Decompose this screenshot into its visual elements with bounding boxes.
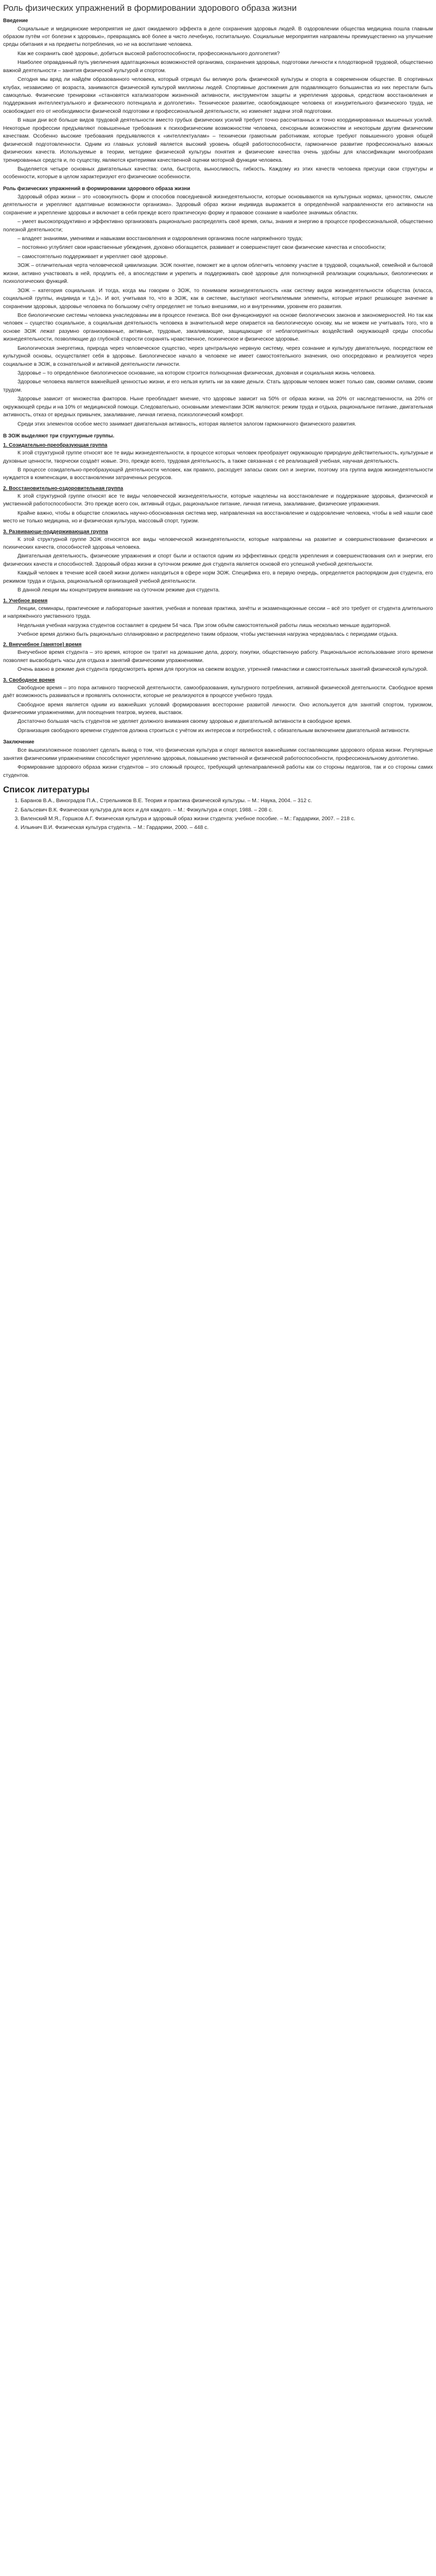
- paragraph: – постоянно углубляет свои нравственные убеждения, духовно обогащается, развивает и совершенствует свои физические качества и способности;: [18, 245, 386, 251]
- paragraph: Биологическая энергетика, природа через человеческое существо, через центральную нервную систему, через сознание и культуру двигательную, посредством её культурной основы, осуществляет себя в здоровье. Биологическое начало в человеке не имеет самостоятельного значения, оно опосредовано и реализуется через социальное в ЗОЖ, в сознательной и активной деятельности личности.: [3, 345, 433, 367]
- paragraph: – владеет знаниями, умениями и навыками восстановления и оздоровления организма после напряжённого труда;: [18, 236, 303, 242]
- reference-item: 4. Ильинич В.И. Физическая культура студента. – М.: Гардарики, 2000. – 448 с.: [21, 824, 433, 832]
- paragraph: Свободное время – это пора активного творческой деятельности, самообразования, культурного потребления, активной физической деятельности. Свободное время даёт возможность развиваться и проявлять склонности, которые не реализуются в процессе учебного труда.: [3, 685, 433, 699]
- main-heading: Роль физических упражнений в формировании здорового образа жизни: [3, 185, 190, 192]
- intro-heading: Введение: [3, 18, 28, 24]
- paragraph: Свободное время является одним из важнейших условий формирования всесторонне развитой личности. Оно используется для занятий спортом, туризмом, физическими упражнениями, для посещения театров, музеев, выставок.: [3, 702, 433, 716]
- reference-item: 1. Баранов В.А., Виноградов П.А., Стрельников В.Е. Теория и практика физической культуры. – М.: Наука, 2004. – 312 с.: [21, 797, 433, 805]
- paragraph: Все вышеизложенное позволяет сделать вывод о том, что физическая культура и спорт являются важнейшими составляющими здорового образа жизни. Регулярные занятия физическими упражнениями способствуют укреплению здоровья, повышению умственной и физической работоспособности, профессиональному долголетию.: [3, 748, 433, 761]
- paragraph: К этой структурной группе ЗОЖ относятся все виды человеческой жизнедеятельности, которые направлены на развитие и совершенствование физических и психических качеств, способностей здоровья человека.: [3, 536, 433, 551]
- paragraph: Внеучебное время студента – это время, которое он тратит на домашние дела, дорогу, покупки, общественную работу. Рациональное использование этого времени позволяет высвободить часы для отдыха и занятий физическими упражнениями.: [3, 650, 433, 664]
- leisure-heading: 3. Свободное время: [3, 677, 55, 683]
- paragraph: Крайне важно, чтобы в обществе сложилась научно-обоснованная система мер, направленная на восстановление и оздоровление человека, чтобы в ней нашли своё место не только медицина, но и физическая культура, массовый спорт, туризм.: [3, 510, 433, 524]
- paragraph: Недельная учебная нагрузка студентов составляет в среднем 54 часа. При этом объём самостоятельной работы лишь несколько меньше аудиторной.: [18, 622, 391, 629]
- paragraph: Здоровый образ жизни – это «совокупность форм и способов повседневной жизнедеятельности, которые основываются на культурных нормах, ценностях, смысле деятельности и укрепляют адаптивные возможности организма». Здоровый образ жизни индивида выражается в определённой направленности его активности на сохранение и укрепление здоровья и включает в себя прежде всего практическую форму и правовое сознание в наиболее значимых областях.: [3, 194, 433, 216]
- paragraph: Достаточно большая часть студентов не уделяет должного внимания своему здоровью и двигательной активности в свободное время.: [18, 719, 352, 725]
- paragraph: Каждый человек в течение всей своей жизни должен находиться в сфере норм ЗОЖ. Специфика его, в первую очередь, определяется распорядком дня студента, его режимом труда и отдыха, рациональной организацией учебной деятельности.: [3, 570, 433, 584]
- paragraph: Учебное время должно быть рационально спланировано и распределено таким образом, чтобы умственная нагрузка чередовалась с периодами отдыха.: [18, 631, 398, 637]
- paragraph: В наши дни всё больше видов трудовой деятельности вместо грубых физических усилий требует точно рассчитанных и точно координированных мышечных усилий. Некоторые профессии предъявляют повышенные требования к психофизическим возможностям человека, сенсорным возможностям и некоторым другим физическим качествам. Особенно высокие требования предъявляются к «интеллектуалам» – технически грамотным работникам, которые требуют повышенного уровня общей физической подготовленности. Одним из главных условий является высокий уровень общей работоспособности, гармоничное развитие профессионально важных физических качеств. Используемые в теории, методике физической культуры понятия и физические качества очень удобны для классификации многообразия тренированных средств и, по существу, являются критериями качественной оценки моторной функции человека.: [3, 117, 433, 163]
- paragraph: – самостоятельно поддерживает и укрепляет своё здоровье.: [18, 253, 168, 260]
- paragraph: Здоровье – то определённое биологическое основание, на котором строится полноценная физическая, духовная и социальная жизнь человека.: [18, 370, 376, 377]
- paragraph: В данной лекции мы концентрируем внимание на суточном режиме дня студента.: [18, 587, 220, 594]
- references-heading: Список литературы: [3, 785, 90, 795]
- conclusion-heading: Заключение: [3, 739, 34, 745]
- paragraph: Двигательная деятельность, физические упражнения и спорт были и остаются одним из эффективных средств укрепления и совершенствования сил и энергии, его физических качеств и способностей. Здоровый образ жизни в суточном режиме дня студента является основой его успешной учебной деятельности.: [3, 553, 433, 567]
- references-list: [3, 797, 433, 832]
- paragraph: Как же сохранить своё здоровье, добиться высокой работоспособности, профессионального долголетия?: [18, 50, 280, 57]
- reference-item: 2. Бальсевич В.К. Физическая культура для всех и для каждого. – М.: Физкультура и спорт, 1988. – 208 с.: [21, 806, 433, 814]
- intro-section: [3, 25, 433, 181]
- study-heading: 1. Учебное время: [3, 598, 48, 604]
- group1-heading: 1. Созидательно-преобразующая группа: [3, 443, 108, 449]
- main-section: [3, 193, 433, 428]
- reference-item: 3. Виленский М.Я., Горшков А.Г. Физическая культура и здоровый образ жизни студента: учебное пособие. – М.: Гардарики, 2007. – 218 с.: [21, 815, 433, 823]
- page-title: Роль физических упражнений в формировании здорового образа жизни: [3, 3, 297, 13]
- paragraph: Все биологические системы человека унаследованы им в процессе генезиса. Всё они функционируют на основе биологических законов и закономерностей. Но так как человек – существо социальное, а социальная деятельность человека в значительной мере опирается на биологическую основу, мы не можем не учитывать того, что в основе ЗОЖ лежат разумно организованные, активные, трудовые, закаливающие, защищающие от неблагоприятных воздействий окружающей среды способы жизнедеятельности, позволяющие до глубокой старости сохранять нравственное, психическое и физическое здоровье.: [3, 312, 433, 343]
- free-time-heading: 2. Внеучебное (занятое) время: [3, 642, 82, 648]
- paragraph: Выделяется четыре основных двигательных качества: сила, быстрота, выносливость, гибкость. Каждому из этих качеств человека присущи свои структуры и особенности, которые в целом характеризуют его физические особенности.: [3, 166, 433, 180]
- paragraph: К этой структурной группе относят все те виды человеческой жизнедеятельности, которые нацелены на восстановление и поддержание здоровья, физической и умственной работоспособности. Это прежде всего сон, активный отдых, рациональное питание, личная гигиена, закаливание, физические упражнения.: [3, 493, 433, 507]
- group2-heading: 2. Восстановительно-оздоровительная группа: [3, 485, 124, 492]
- paragraph: К этой структурной группе относят все те виды жизнедеятельности, в процессе которых человек преобразует окружающую природную действительность, культурные и духовные ценности, творчески создаёт новые. Это, прежде всего, трудовая деятельность, а также связанная с её реализацией учебная, научная деятельность.: [3, 450, 433, 464]
- paragraph: В процессе созидательно-преобразующей деятельности человек, как правило, расходует запасы своих сил и энергии, поэтому эта группа видов жизнедеятельности нуждается в компенсации, в восстановлении затраченных ресурсов.: [3, 467, 433, 481]
- paragraph: Здоровье зависит от множества факторов. Ныне преобладает мнение, что здоровье зависит на 50% от образа жизни, на 20% от наследственности, на 20% от окружающей среды и на 10% от медицинской помощи. Следовательно, основными элементами ЗОЖ являются: режим труда и отдыха, рациональное питание, двигательная активность, отказ от вредных привычек, закаливание, личная гигиена, психологический комфорт.: [3, 396, 433, 418]
- paragraph: Сегодня мы вряд ли найдём образованного человека, который отрицал бы великую роль физической культуры и спорта в современном обществе. В спортивных клубах, независимо от возраста, занимаются физической культурой миллионы людей. Спортивные достижения для подавляющего большинства из них перестали быть самоцелью. Физические тренировки «становятся катализатором жизненной активности, инструментом защиты и укрепления здоровья, средством восстановления и поддержания интеллектуального и физического потенциала и долголетия». Техническое развитие, освобождающее человека от изнурительного физического труда, не освобождает его от необходимости физической подготовки и профессиональной деятельности, но изменяет задачи этой подготовки.: [3, 77, 433, 114]
- paragraph: Среди этих элементов особое место занимает двигательная активность, которая является залогом гармоничного физического развития.: [18, 421, 357, 427]
- paragraph: Социальные и медицинские мероприятия не дают ожидаемого эффекта в деле сохранения здоровья людей. В оздоровлении общества медицина пошла главным образом путём «от болезни к здоровью», превращаясь всё более в чисто лечебную, госпитальную. Социальные мероприятия направлены преимущественно на улучшение среды обитания и на предметы потребления, но не на воспитание человека.: [3, 26, 433, 48]
- paragraph: – умеет высокопродуктивно и эффективно организовать рационально распределять своё время, силы, знания и энергию в процессе профессиональной, общественно полезной деятельности;: [3, 219, 433, 233]
- paragraph: Очень важно в режиме дня студента предусмотреть время для прогулок на свежем воздухе, утренней гимнастики и самостоятельных занятий физической культурой.: [18, 667, 428, 673]
- groups-heading: В ЗОЖ выделяют три структурные группы.: [3, 433, 114, 439]
- document: [0, 0, 436, 843]
- paragraph: Здоровье человека является важнейшей ценностью жизни, и его нельзя купить ни за какие деньги. Стать здоровым человек может только сам, своими силами, своим трудом.: [3, 379, 433, 393]
- group3-heading: 3. Развивающе-поддерживающая группа: [3, 529, 108, 535]
- paragraph: ЗОЖ – отличительная черта человеческой цивилизации. ЗОЖ понятие, поможет же в целом облегчить человеку участие в трудовой, социальной, семейной и бытовой жизни, активно участвовать в ней, продлить её, а впоследствии и укрепить и поддерживать своё здоровье для полноценной реализации социальных, биологических и психологических функций.: [3, 263, 433, 285]
- paragraph: Организация свободного времени студентов должна строиться с учётом их интересов и потребностей, с обязательным включением двигательной активности.: [18, 727, 410, 734]
- paragraph: Наиболее оправданный путь увеличения адаптационных возможностей организма, сохранения здоровья, подготовки личности к плодотворной трудовой, общественно важной деятельности – занятия физической культурой и спортом.: [3, 60, 433, 74]
- paragraph: Формирование здорового образа жизни студентов – это сложный процесс, требующий целенаправленной работы как со стороны педагогов, так и со стороны самих студентов.: [3, 765, 433, 778]
- paragraph: Лекции, семинары, практические и лабораторные занятия, учебная и полевая практика, зачёты и экзаменационные сессии – всё это требует от студента длительного и напряжённого умственного труда.: [3, 605, 433, 620]
- paragraph: ЗОЖ – категория социальная. И тогда, когда мы говорим о ЗОЖ, то понимаем жизнедеятельность «как систему видов жизнедеятельности общества (класса, социальной группы, индивида и т.д.)». И вот, учитывая то, что в ЗОЖ, как в системе, выступают неотъемлемыми элементы, которые играют решающее значение в сохранении здоровья, здоровье человека по большому счёту определяет не только внешними, но и внутренними, уровнем его развития.: [3, 287, 433, 310]
